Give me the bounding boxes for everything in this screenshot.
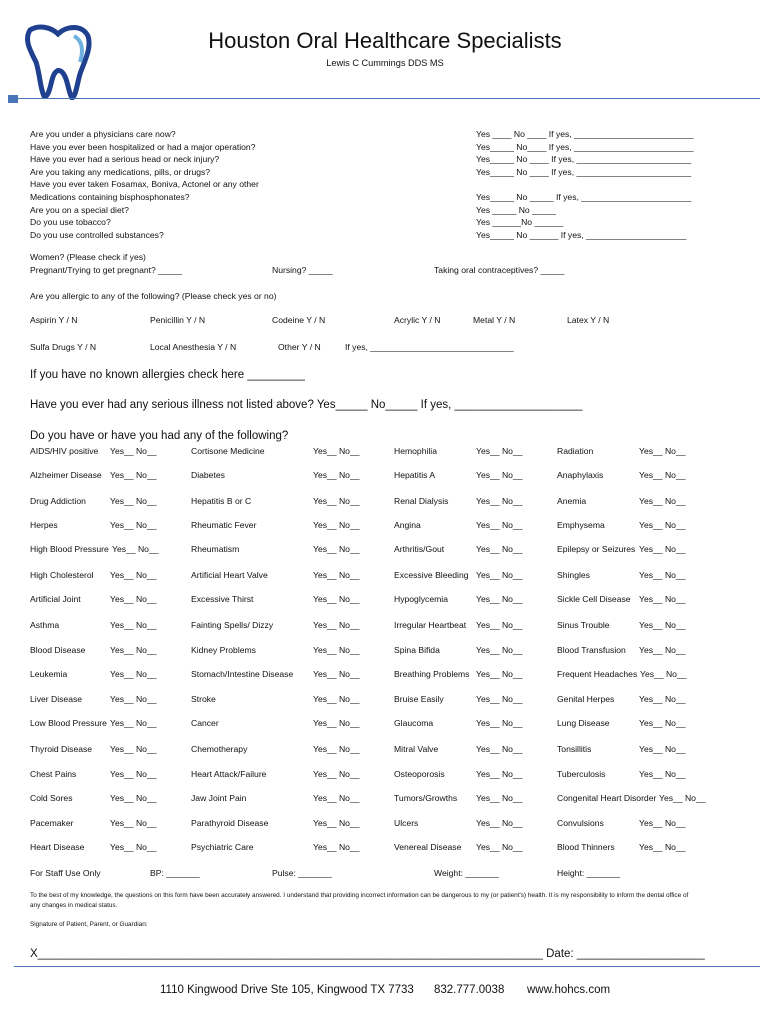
condition-yes-no[interactable]: Yes__ No__ bbox=[476, 520, 523, 530]
condition-yes-no[interactable]: Yes__ No__ bbox=[110, 769, 157, 779]
condition-yes-no[interactable]: Yes__ No__ bbox=[639, 520, 686, 530]
staff-weight[interactable]: Weight: _______ bbox=[434, 868, 499, 878]
condition-yes-no[interactable]: Yes__ No__ bbox=[313, 818, 360, 828]
condition-label: Epilepsy or Seizures bbox=[557, 544, 636, 554]
condition-yes-no[interactable]: Yes__ No__ bbox=[639, 694, 686, 704]
condition-label: Heart Attack/Failure bbox=[191, 769, 267, 779]
condition-yes-no[interactable]: Yes__ No__ bbox=[110, 446, 157, 456]
condition-yes-no[interactable]: Yes__ No__ bbox=[112, 544, 159, 554]
condition-yes-no[interactable]: Yes__ No__ bbox=[639, 470, 686, 480]
condition-yes-no[interactable]: Yes__ No__ bbox=[639, 496, 686, 506]
condition-yes-no[interactable]: Yes__ No__ bbox=[639, 769, 686, 779]
condition-yes-no[interactable]: Yes__ No__ bbox=[313, 470, 360, 480]
condition-label: Artificial Joint bbox=[30, 594, 81, 604]
condition-label: Hemophilia bbox=[394, 446, 437, 456]
condition-yes-no[interactable]: Yes__ No__ bbox=[639, 446, 686, 456]
condition-yes-no[interactable]: Yes__ No__ bbox=[639, 818, 686, 828]
disclaimer-line: To the best of my knowledge, the questions on this form have been accurately answered. I understand that providing incorrect information can be dangerous to my (or patient's) health. It is my responsibility to inform the dental office of bbox=[30, 892, 689, 899]
signature-line[interactable]: X_______________________________________________________________________________ Date: ____________________ bbox=[30, 948, 705, 960]
page-title: Houston Oral Healthcare Specialists bbox=[208, 28, 562, 53]
pregnant-field[interactable]: Pregnant/Trying to get pregnant? _____ bbox=[30, 265, 183, 275]
staff-pulse[interactable]: Pulse: _______ bbox=[272, 868, 332, 878]
footer-website[interactable]: www.hohcs.com bbox=[527, 984, 611, 996]
history-answer[interactable]: Yes_____ No ______ If yes, _____________________ bbox=[476, 229, 687, 240]
history-question: Medications containing bisphosphonates? bbox=[30, 191, 190, 202]
condition-label: Anemia bbox=[557, 496, 587, 506]
condition-label: Diabetes bbox=[191, 470, 225, 480]
condition-yes-no[interactable]: Yes__ No__ bbox=[639, 594, 686, 604]
disclaimer-line: any changes in medical status. bbox=[30, 902, 118, 909]
history-answers[interactable] bbox=[476, 128, 694, 241]
condition-yes-no[interactable]: Yes__ No__ bbox=[476, 744, 523, 754]
condition-label: Artificial Heart Valve bbox=[191, 570, 268, 580]
condition-label: Blood Thinners bbox=[557, 842, 615, 852]
condition-yes-no[interactable]: Yes__ No__ bbox=[110, 470, 157, 480]
condition-yes-no[interactable]: Yes__ No__ bbox=[476, 570, 523, 580]
allergy-acrylic[interactable]: Acrylic Y / N bbox=[394, 315, 441, 325]
condition-yes-no[interactable]: Yes__ No__ bbox=[110, 645, 157, 655]
condition-label: Chest Pains bbox=[30, 769, 77, 779]
allergy-other-detail[interactable]: If yes, ______________________________ bbox=[345, 342, 514, 352]
condition-yes-no[interactable]: Yes__ No__ bbox=[313, 769, 360, 779]
allergy-metal[interactable]: Metal Y / N bbox=[473, 315, 516, 325]
condition-yes-no[interactable]: Yes__ No__ bbox=[639, 842, 686, 852]
history-answer[interactable]: Yes ____ No ____ If yes, _________________________ bbox=[476, 129, 694, 139]
condition-yes-no[interactable]: Yes__ No__ bbox=[476, 594, 523, 604]
condition-label: Radiation bbox=[557, 446, 594, 456]
condition-label: Spina Bifida bbox=[394, 645, 440, 655]
condition-yes-no[interactable]: Yes__ No__ bbox=[110, 570, 157, 580]
condition-yes-no[interactable]: Yes__ No__ bbox=[639, 620, 686, 630]
history-question: Have you ever had a serious head or neck injury? bbox=[30, 154, 220, 165]
condition-label: Chemotherapy bbox=[191, 744, 248, 754]
condition-label: Mitral Valve bbox=[394, 744, 439, 754]
condition-label: Herpes bbox=[30, 520, 58, 530]
condition-yes-no[interactable]: Yes__ No__ bbox=[476, 842, 523, 852]
condition-yes-no[interactable]: Yes__ No__ bbox=[476, 470, 523, 480]
history-question: Do you use controlled substances? bbox=[30, 229, 164, 240]
no-known-allergies[interactable]: If you have no known allergies check here _________ bbox=[30, 369, 305, 381]
condition-label: Frequent Headaches bbox=[557, 669, 638, 679]
condition-yes-no[interactable]: Yes__ No__ bbox=[476, 793, 523, 803]
condition-label: Liver Disease bbox=[30, 694, 83, 704]
condition-yes-no[interactable]: Yes__ No__ bbox=[110, 793, 157, 803]
condition-label: Tuberculosis bbox=[557, 769, 606, 779]
history-answer[interactable]: Yes _____ No _____ bbox=[476, 204, 556, 215]
history-answer[interactable]: Yes_____ No____ If yes, _________________________ bbox=[476, 141, 694, 152]
condition-label: Psychiatric Care bbox=[191, 842, 254, 852]
allergy-other[interactable]: Other Y / N bbox=[278, 342, 321, 352]
condition-label: Hepatitis B or C bbox=[191, 496, 252, 506]
condition-label: Angina bbox=[394, 520, 421, 530]
staff-height[interactable]: Height: _______ bbox=[557, 868, 621, 878]
conditions-heading: Do you have or have you had any of the following? bbox=[30, 430, 289, 442]
condition-label: Hypoglycemia bbox=[394, 594, 448, 604]
condition-label: High Cholesterol bbox=[30, 570, 94, 580]
condition-yes-no[interactable]: Yes__ No__ bbox=[313, 694, 360, 704]
allergy-aspirin[interactable]: Aspirin Y / N bbox=[30, 315, 78, 325]
condition-yes-no[interactable]: Yes__ No__ bbox=[639, 744, 686, 754]
allergies-heading: Are you allergic to any of the following? (Please check yes or no) bbox=[30, 291, 277, 301]
allergy-local-anesthesia[interactable]: Local Anesthesia Y / N bbox=[150, 342, 237, 352]
staff-label: For Staff Use Only bbox=[30, 868, 101, 878]
condition-label: Bruise Easily bbox=[394, 694, 444, 704]
condition-label: Kidney Problems bbox=[191, 645, 256, 655]
condition-yes-no[interactable]: Yes__ No__ bbox=[110, 842, 157, 852]
condition-label: Osteoporosis bbox=[394, 769, 445, 779]
history-answer[interactable]: Yes_____ No ____ If yes, ________________________ bbox=[476, 166, 692, 177]
condition-label: Renal Dialysis bbox=[394, 496, 449, 506]
condition-label: Pacemaker bbox=[30, 818, 74, 828]
condition-label: Cancer bbox=[191, 718, 219, 728]
nursing-field[interactable]: Nursing? _____ bbox=[272, 265, 333, 275]
allergy-sulfa[interactable]: Sulfa Drugs Y / N bbox=[30, 342, 97, 352]
disclaimer bbox=[30, 891, 688, 911]
footer-phone: 832.777.0038 bbox=[434, 984, 505, 996]
condition-label: Thyroid Disease bbox=[30, 744, 93, 754]
condition-yes-no[interactable]: Yes__ No__ bbox=[110, 496, 157, 506]
condition-label: Sinus Trouble bbox=[557, 620, 610, 630]
condition-yes-no[interactable]: Yes__ No__ bbox=[476, 694, 523, 704]
condition-label: Emphysema bbox=[557, 520, 605, 530]
history-answer[interactable]: Yes ______No ______ bbox=[476, 217, 564, 228]
condition-label: Rheumatism bbox=[191, 544, 240, 554]
condition-yes-no[interactable]: Yes__ No__ bbox=[313, 496, 360, 506]
footer-rule bbox=[14, 966, 760, 967]
condition-yes-no[interactable]: Yes__ No__ bbox=[110, 594, 157, 604]
condition-label: Blood Transfusion bbox=[557, 645, 626, 655]
condition-label: Anaphylaxis bbox=[557, 470, 604, 480]
condition-label: Stroke bbox=[191, 694, 216, 704]
condition-yes-no[interactable]: Yes__ No__ bbox=[476, 620, 523, 630]
condition-yes-no[interactable]: Yes__ No__ bbox=[476, 544, 523, 554]
condition-label: Cortisone Medicine bbox=[191, 446, 265, 456]
page-subtitle: Lewis C Cummings DDS MS bbox=[326, 58, 444, 68]
condition-yes-no[interactable]: Yes__ No__ bbox=[476, 718, 523, 728]
condition-label: Stomach/Intestine Disease bbox=[191, 669, 294, 679]
condition-yes-no[interactable]: Yes__ No__ bbox=[476, 496, 523, 506]
history-question: Have you ever been hospitalized or had a major operation? bbox=[30, 141, 256, 152]
condition-label: Parathyroid Disease bbox=[191, 818, 269, 828]
condition-yes-no[interactable]: Yes__ No__ bbox=[110, 718, 157, 728]
history-answer[interactable]: Yes_____ No ____ If yes, ________________________ bbox=[476, 154, 692, 165]
condition-yes-no[interactable]: Yes__ No__ bbox=[110, 620, 157, 630]
contraceptives-field[interactable]: Taking oral contraceptives? _____ bbox=[434, 265, 565, 275]
signature-label: Signature of Patient, Parent, or Guardian: bbox=[30, 921, 148, 928]
condition-label: Lung Disease bbox=[557, 718, 610, 728]
condition-yes-no[interactable]: Yes__ No__ bbox=[313, 520, 360, 530]
condition-yes-no[interactable]: Yes__ No__ bbox=[640, 669, 687, 679]
condition-yes-no[interactable]: Yes__ No__ bbox=[313, 620, 360, 630]
condition-label: Tumors/Growths bbox=[394, 793, 458, 803]
condition-label: Excessive Bleeding bbox=[394, 570, 469, 580]
condition-yes-no[interactable]: Yes__ No__ bbox=[110, 694, 157, 704]
condition-label: Irregular Heartbeat bbox=[394, 620, 467, 630]
condition-label: Heart Disease bbox=[30, 842, 85, 852]
condition-label: AIDS/HIV positive bbox=[30, 446, 99, 456]
condition-label: Tonsillitis bbox=[557, 744, 592, 754]
condition-yes-no[interactable]: Yes__ No__ bbox=[313, 446, 360, 456]
history-questions bbox=[30, 128, 259, 241]
condition-label: Leukemia bbox=[30, 669, 68, 679]
condition-yes-no[interactable]: Yes__ No__ bbox=[110, 669, 157, 679]
header-accent bbox=[8, 95, 18, 103]
condition-yes-no[interactable]: Yes__ No__ bbox=[313, 718, 360, 728]
staff-bp[interactable]: BP: _______ bbox=[150, 868, 200, 878]
women-heading: Women? (Please check if yes) bbox=[30, 252, 146, 262]
condition-yes-no[interactable]: Yes__ No__ bbox=[110, 520, 157, 530]
condition-yes-no[interactable]: Yes__ No__ bbox=[659, 793, 706, 803]
condition-yes-no[interactable]: Yes__ No__ bbox=[313, 645, 360, 655]
condition-label: Fainting Spells/ Dizzy bbox=[191, 620, 274, 630]
condition-yes-no[interactable]: Yes__ No__ bbox=[313, 544, 360, 554]
condition-label: Venereal Disease bbox=[394, 842, 462, 852]
condition-label: Shingles bbox=[557, 570, 590, 580]
condition-label: Rheumatic Fever bbox=[191, 520, 257, 530]
condition-label: Asthma bbox=[30, 620, 60, 630]
condition-label: Blood Disease bbox=[30, 645, 86, 655]
condition-yes-no[interactable]: Yes__ No__ bbox=[476, 818, 523, 828]
condition-label: Congenital Heart Disorder bbox=[557, 793, 657, 803]
condition-yes-no[interactable]: Yes__ No__ bbox=[313, 744, 360, 754]
condition-yes-no[interactable]: Yes__ No__ bbox=[110, 818, 157, 828]
condition-label: Breathing Problems bbox=[394, 669, 470, 679]
condition-yes-no[interactable]: Yes__ No__ bbox=[313, 669, 360, 679]
header-rule bbox=[14, 98, 760, 99]
condition-yes-no[interactable]: Yes__ No__ bbox=[476, 446, 523, 456]
condition-label: Genital Herpes bbox=[557, 694, 615, 704]
condition-label: Excessive Thirst bbox=[191, 594, 254, 604]
condition-yes-no[interactable]: Yes__ No__ bbox=[313, 842, 360, 852]
condition-label: High Blood Pressure bbox=[30, 544, 109, 554]
history-answer[interactable]: Yes_____ No _____ If yes, _______________________ bbox=[476, 191, 692, 202]
allergy-codeine[interactable]: Codeine Y / N bbox=[272, 315, 326, 325]
condition-label: Sickle Cell Disease bbox=[557, 594, 631, 604]
condition-yes-no[interactable]: Yes__ No__ bbox=[476, 769, 523, 779]
condition-yes-no[interactable]: Yes__ No__ bbox=[476, 645, 523, 655]
condition-yes-no[interactable]: Yes__ No__ bbox=[639, 645, 686, 655]
condition-yes-no[interactable]: Yes__ No__ bbox=[313, 793, 360, 803]
history-question: Are you under a physicians care now? bbox=[30, 129, 176, 139]
condition-label: Glaucoma bbox=[394, 718, 434, 728]
condition-label: Low Blood Pressure bbox=[30, 718, 107, 728]
footer-address: 1110 Kingwood Drive Ste 105, Kingwood TX 7733 bbox=[160, 984, 414, 996]
condition-yes-no[interactable]: Yes__ No__ bbox=[110, 744, 157, 754]
condition-label: Hepatitis A bbox=[394, 470, 436, 480]
condition-label: Arthritis/Gout bbox=[394, 544, 445, 554]
allergy-latex[interactable]: Latex Y / N bbox=[567, 315, 610, 325]
condition-yes-no[interactable]: Yes__ No__ bbox=[639, 570, 686, 580]
condition-label: Alzheimer Disease bbox=[30, 470, 102, 480]
condition-yes-no[interactable]: Yes__ No__ bbox=[476, 669, 523, 679]
condition-label: Cold Sores bbox=[30, 793, 73, 803]
history-question: Have you ever taken Fosamax, Boniva, Actonel or any other bbox=[30, 179, 259, 190]
condition-yes-no[interactable]: Yes__ No__ bbox=[639, 718, 686, 728]
condition-label: Drug Addiction bbox=[30, 496, 86, 506]
condition-yes-no[interactable]: Yes__ No__ bbox=[639, 544, 686, 554]
history-question: Are you taking any medications, pills, or drugs? bbox=[30, 166, 211, 177]
condition-label: Jaw Joint Pain bbox=[191, 793, 247, 803]
history-question: Do you use tobacco? bbox=[30, 217, 111, 228]
allergy-penicillin[interactable]: Penicillin Y / N bbox=[150, 315, 206, 325]
condition-label: Ulcers bbox=[394, 818, 419, 828]
condition-yes-no[interactable]: Yes__ No__ bbox=[313, 570, 360, 580]
condition-label: Convulsions bbox=[557, 818, 604, 828]
condition-yes-no[interactable]: Yes__ No__ bbox=[313, 594, 360, 604]
serious-illness-question[interactable]: Have you ever had any serious illness not listed above? Yes_____ No_____ If yes, ____________________ bbox=[30, 399, 583, 411]
history-question: Are you on a special diet? bbox=[30, 204, 129, 215]
